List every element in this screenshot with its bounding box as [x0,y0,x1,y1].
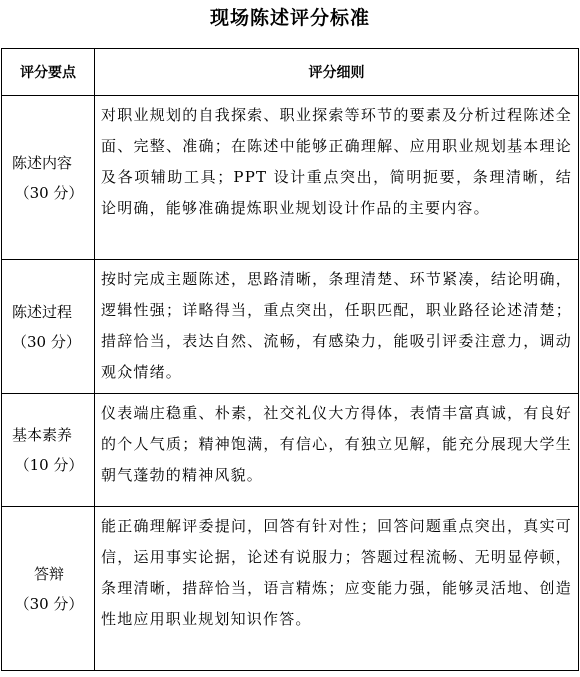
criterion-cell [2,260,95,394]
detail-cell: 仪表端庄稳重、朴素，社交礼仪大方得体，表情丰富真诚，有良好的个人气质；精神饱满，有信心，有独立见解，能充分展现大学生朝气蓬勃的精神风貌。 [95,394,579,507]
detail-cell: 按时完成主题陈述，思路清晰，条理清楚、环节紧凑，结论明确，逻辑性强；详略得当，重点突出，任职匹配，职业路径论述清楚；措辞恰当，表达自然、流畅，有感染力，能吸引评委注意力，调动观众情绪。 [95,260,579,394]
criterion-points: （10 分） [14,456,84,474]
criterion-label: 陈述过程（30 分） [12,302,81,351]
criterion-label: 基本素养 [12,426,73,444]
criterion-cell [2,394,95,507]
criterion-cell [2,96,95,260]
detail-cell: 能正确理解评委提问，回答有针对性；回答问题重点突出，真实可信，运用事实论据，论述有说服力；答题过程流畅、无明显停顿，条理清晰，措辞恰当，语言精炼；应变能力强，能够灵活地、创造性地应用职业规划知识作答。 [95,507,579,671]
criterion-label: 答辩 [33,564,64,583]
criterion-label: 陈述内容 [12,153,73,172]
table-row [2,394,579,507]
table-row [2,96,579,260]
table-header-row [2,49,579,96]
page-title: 现场陈述评分标准 [209,7,370,29]
criterion-cell [2,507,95,671]
criterion-points: （30 分） [14,183,84,202]
criterion-points: （30 分） [14,594,84,613]
scoring-table [1,48,579,671]
header-detail: 评分细则 [95,49,579,96]
detail-cell: 对职业规划的自我探索、职业探索等环节的要素及分析过程陈述全面、完整、准确；在陈述中能够正确理解、应用职业规划基本理论及各项辅助工具；PPT 设计重点突出，简明扼要，条理清晰，结论明确，能够准确提炼职业规划设计作品的主要内容。 [95,96,579,260]
header-criterion: 评分要点 [2,49,95,96]
table-row [2,507,579,671]
table-row [2,260,579,394]
